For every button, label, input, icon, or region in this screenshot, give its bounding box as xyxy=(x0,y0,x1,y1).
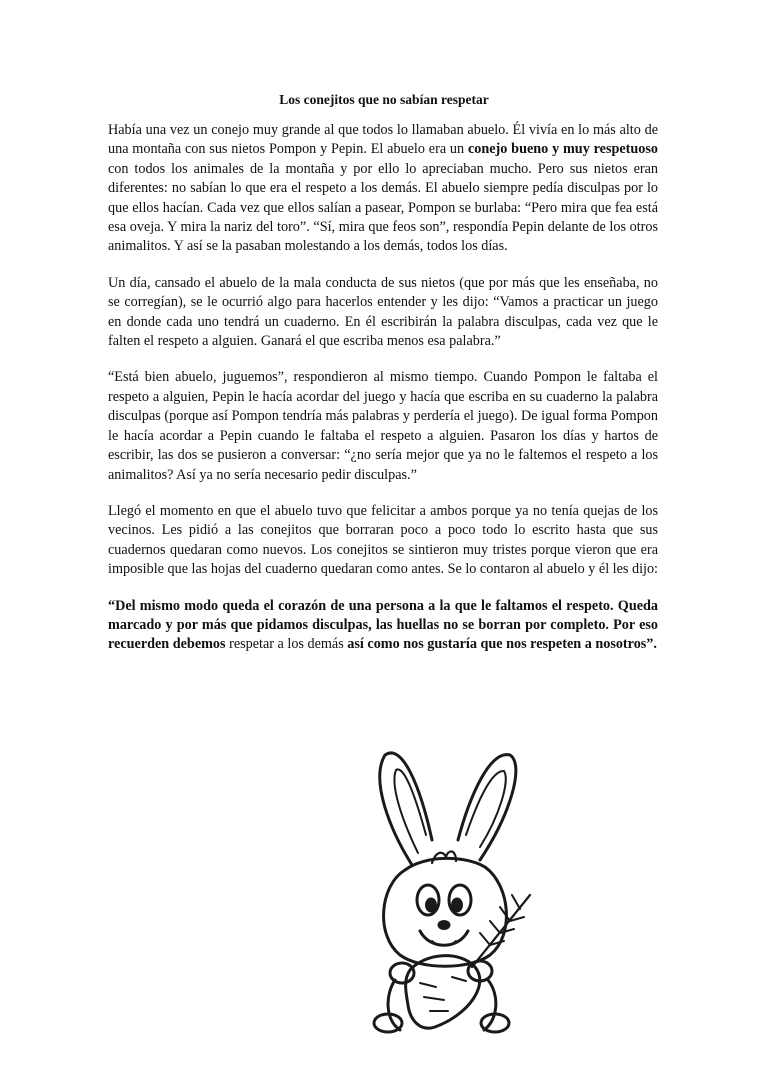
story-body xyxy=(108,121,658,655)
paragraph-2: Un día, cansado el abuelo de la mala conducta de sus nietos (que por más que les enseñaba, no se corregían), se le ocurrió algo para hacerlos entender y les dijo: “Vamos a practicar un juego en donde cada uno tendrá un cuaderno. En él escribirán la palabra disculpas, cada vez que le falten el respeto a alguien. Ganará el que escriba menos esa palabra.” xyxy=(108,274,658,350)
paragraph-5-moral xyxy=(108,597,658,655)
page-title: Los conejitos que no sabían respetar xyxy=(279,92,489,107)
moral-normal: respetar a los demás xyxy=(225,636,348,653)
paragraph-1-bold: conejo bueno y muy respetuoso xyxy=(467,141,658,158)
paragraph-4: Llegó el momento en que el abuelo tuvo que felicitar a ambos porque ya no tenía quejas de los vecinos. Les pidió a las conejitos que borraran poco a poco todo lo escrito hasta que sus cuadernos quedaran como nuevos. Los conejitos se sintieron muy tristes porque vieron que era imposible que las hojas del cuaderno quedaran como antes. Se lo contaron al abuelo y él les dijo: xyxy=(108,502,659,578)
paragraph-3: “Está bien abuelo, juguemos”, respondieron al mismo tiempo. Cuando Pompon le faltaba el respeto a alguien, Pepin le hacía acordar del juego y hacía que escriba en su cuaderno la palabra disculpas (porque así Pompon tendría más palabras y perdería el juego). De igual forma Pompon le hacía acordar a Pepin cuando le faltaba el respeto a alguien. Pasaron los días y hartos de escribir, las dos se pusieron a conversar: “¿no sería mejor que ya no le faltemos el respeto a los animalitos? Así ya no sería necesario pedir disculpas.” xyxy=(108,369,658,483)
moral-bold-1: “Del mismo modo queda el corazón de una persona a la que le faltamos el respeto. Queda marcado y por más que pidamos disculpas, las huellas no se borran por completo. Por eso recuerden debemos xyxy=(108,597,658,653)
bunny-with-carrot-icon xyxy=(340,735,560,1035)
moral-bold-2: así como nos gustaría que nos respeten a nosotros”. xyxy=(347,636,657,653)
paragraph-1-part-a: Había una vez un conejo muy grande al que todos lo llamaban abuelo. Él vivía en lo más alto de una montaña con sus nietos Pompon y Pepin. El abuelo era un xyxy=(108,122,658,158)
paragraph-1 xyxy=(108,121,658,257)
paragraph-1-part-b: con todos los animales de la montaña y por ello lo apreciaban mucho. Pero sus nietos eran diferentes: no sabían lo que era el respeto a los demás. El abuelo siempre pedía disculpas por lo que ellos hacían. Cada vez que ellos salían a pasear, Pompon se burlaba: “Pero mira que fea está esa oveja. Y mira la nariz del toro”. “Sí, mira que feos son”, respondía Pepin delante de los otros animalitos. Y así se la pasaban molestando a los demás, todos los días. xyxy=(108,160,658,255)
